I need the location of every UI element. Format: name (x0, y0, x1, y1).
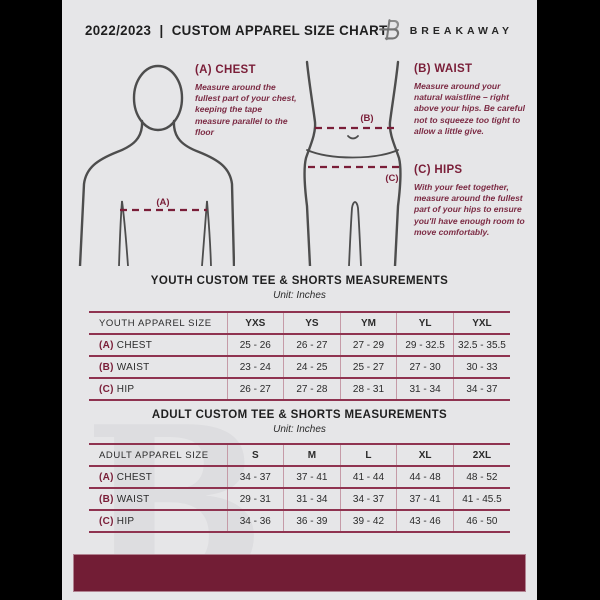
youth-col-yxl: YXL (453, 312, 510, 334)
waist-instructions (414, 63, 526, 137)
right-body-outline (390, 62, 401, 266)
cell: 46 - 50 (453, 510, 510, 532)
lower-body-diagram (295, 58, 410, 266)
cell: 41 - 44 (340, 466, 397, 488)
adult-size-header: ADULT APPAREL SIZE (99, 449, 209, 461)
cell: 39 - 42 (340, 510, 397, 532)
hips-instructions-text: With your feet together, measure around the fullest part of your hips to ensure you'll have enough room to move comfortably. (414, 182, 525, 237)
cell: 37 - 41 (397, 488, 454, 510)
youth-size-header: YOUTH APPAREL SIZE (99, 317, 212, 329)
hips-marker-label: (C) (385, 173, 399, 184)
cell: 25 - 26 (227, 334, 284, 356)
cell: 27 - 29 (340, 334, 397, 356)
cell: 30 - 33 (453, 356, 510, 378)
cell: 32.5 - 35.5 (453, 334, 510, 356)
cell: 37 - 41 (284, 466, 341, 488)
chest-instructions-heading: (A) CHEST (195, 64, 256, 76)
row-prefix: (A) (99, 471, 114, 483)
left-shoulder-arm (80, 121, 142, 266)
youth-section-title: YOUTH CUSTOM TEE & SHORTS MEASUREMENTS (150, 275, 449, 287)
cell: 27 - 28 (284, 378, 341, 400)
chest-instructions (195, 64, 299, 138)
row-prefix: (B) (99, 361, 114, 373)
table-row (89, 356, 510, 378)
adult-section-title: ADULT CUSTOM TEE & SHORTS MEASUREMENTS (151, 409, 448, 421)
chest-marker-label: (A) (156, 197, 170, 208)
cell: 24 - 25 (284, 356, 341, 378)
youth-header-row (89, 312, 510, 334)
cell: 27 - 30 (397, 356, 454, 378)
chest-instructions-text: Measure around the fullest part of your chest, keeping the tape measure parallel to the floor (195, 82, 297, 137)
adult-unit-label: Unit: Inches (273, 424, 326, 435)
cell: 44 - 48 (397, 466, 454, 488)
table-row (89, 488, 510, 510)
page-title: 2022/2023 | CUSTOM APPAREL SIZE CHART (85, 22, 388, 38)
adult-col-s: S (227, 444, 284, 466)
brand-lockup (377, 17, 513, 44)
adult-col-l: L (340, 444, 397, 466)
cell: 31 - 34 (397, 378, 454, 400)
adult-chest-label (89, 466, 227, 488)
row-label-text: CHEST (116, 471, 153, 483)
row-label-text: HIP (116, 383, 135, 395)
adult-col-xl: XL (397, 444, 454, 466)
hips-instructions (414, 164, 528, 238)
navel-mark (348, 136, 358, 139)
row-prefix: (A) (99, 339, 114, 351)
youth-col-yl: YL (397, 312, 454, 334)
table-row (89, 378, 510, 400)
row-prefix: (C) (99, 383, 114, 395)
cell: 23 - 24 (227, 356, 284, 378)
cell: 48 - 52 (453, 466, 510, 488)
youth-unit-label: Unit: Inches (273, 290, 326, 301)
cell: 36 - 39 (284, 510, 341, 532)
waist-marker-label: (B) (360, 113, 374, 124)
size-chart-document (62, 0, 537, 600)
breakaway-logo-icon (375, 17, 405, 44)
adult-size-table (89, 443, 510, 533)
youth-col-yxs: YXS (227, 312, 284, 334)
waist-instructions-text: Measure around your natural waistline – right above your hips. Be careful not to squeeze too tight to allow a little give. (414, 81, 526, 136)
cell: 34 - 37 (340, 488, 397, 510)
row-label-text: CHEST (116, 339, 153, 351)
table-row (89, 510, 510, 532)
youth-col-ym: YM (340, 312, 397, 334)
table-row (89, 334, 510, 356)
hips-instructions-heading: (C) HIPS (414, 164, 463, 176)
cell: 41 - 45.5 (453, 488, 510, 510)
table-row (89, 466, 510, 488)
cell: 34 - 37 (227, 466, 284, 488)
youth-size-table (89, 311, 510, 401)
adult-col-m: M (284, 444, 341, 466)
footer-bar (73, 554, 526, 592)
row-prefix: (B) (99, 493, 114, 505)
cell: 43 - 46 (397, 510, 454, 532)
cell: 26 - 27 (227, 378, 284, 400)
cell: 34 - 36 (227, 510, 284, 532)
adult-hip-label (89, 510, 227, 532)
row-label-text: WAIST (116, 361, 150, 373)
cell: 31 - 34 (284, 488, 341, 510)
cell: 28 - 31 (340, 378, 397, 400)
adult-col-2xl: 2XL (453, 444, 510, 466)
cell: 34 - 37 (453, 378, 510, 400)
row-prefix: (C) (99, 515, 114, 527)
cell: 29 - 31 (227, 488, 284, 510)
youth-chest-label (89, 334, 227, 356)
left-body-outline (304, 62, 315, 266)
youth-waist-label (89, 356, 227, 378)
row-label-text: WAIST (116, 493, 150, 505)
adult-header-row (89, 444, 510, 466)
inner-leg-lines (349, 202, 361, 266)
waist-instructions-heading: (B) WAIST (414, 63, 473, 75)
adult-waist-label (89, 488, 227, 510)
youth-col-ys: YS (284, 312, 341, 334)
brand-name: BREAKAWAY (409, 24, 513, 37)
cell: 29 - 32.5 (397, 334, 454, 356)
youth-hip-label (89, 378, 227, 400)
hip-curve-line (307, 150, 398, 158)
cell: 25 - 27 (340, 356, 397, 378)
row-label-text: HIP (116, 515, 135, 527)
cell: 26 - 27 (284, 334, 341, 356)
